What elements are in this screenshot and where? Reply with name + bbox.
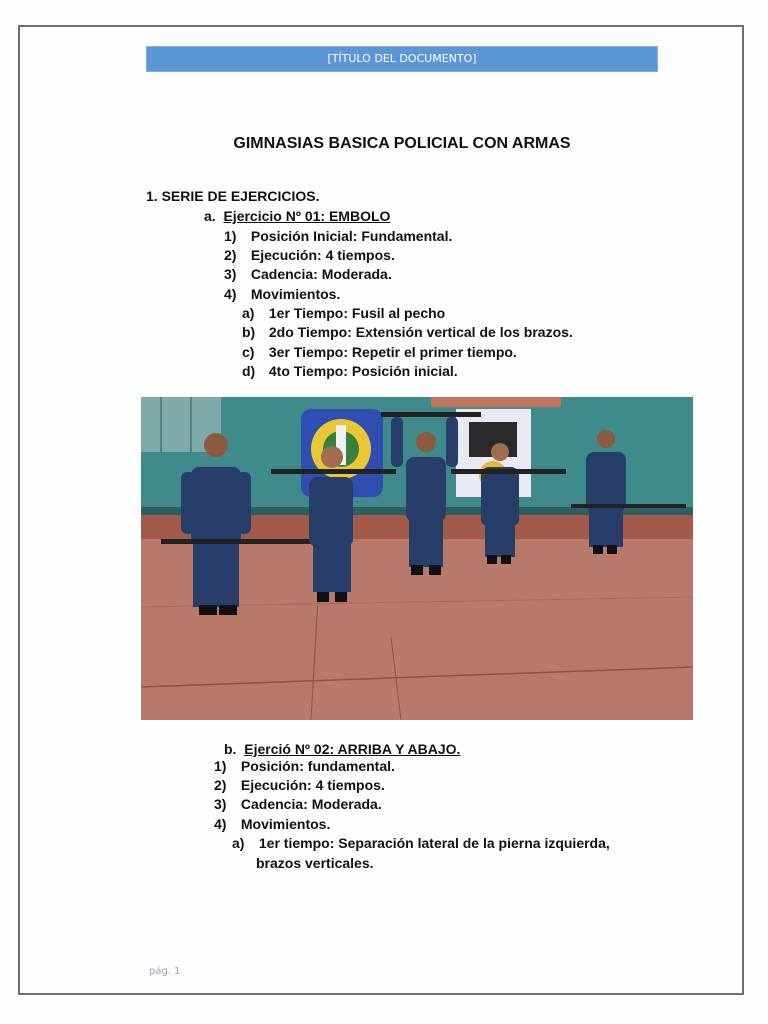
exercise-b-title: Ejerció Nº 02: ARRIBA Y ABAJO. — [244, 741, 461, 757]
section-heading — [146, 188, 320, 204]
section-number: 1. — [146, 188, 158, 204]
movement-item-continuation: brazos verticales. — [256, 855, 374, 871]
exercise-b-letter: b. — [224, 741, 237, 757]
movement-item: c) 3er Tiempo: Repetir el primer tiempo. — [242, 344, 517, 360]
document-title: GIMNASIAS BASICA POLICIAL CON ARMAS — [233, 135, 571, 152]
movement-item: d) 4to Tiempo: Posición inicial. — [242, 363, 458, 379]
header-title-placeholder[interactable]: [TÍTULO DEL DOCUMENTO] — [327, 52, 477, 65]
list-item: 2) Ejecución: 4 tiempos. — [224, 247, 395, 263]
movement-item: a) 1er tiempo: Separación lateral de la pierna izquierda, — [232, 835, 610, 851]
page-number: pág. 1 — [149, 966, 181, 977]
list-item: 1) Posición Inicial: Fundamental. — [224, 228, 453, 244]
list-item: 3) Cadencia: Moderada. — [214, 796, 382, 812]
list-item: 1) Posición: fundamental. — [214, 758, 395, 774]
list-item: 4) Movimientos. — [224, 286, 341, 302]
exercise-a-heading — [204, 208, 390, 224]
movement-item: a) 1er Tiempo: Fusil al pecho — [242, 305, 446, 321]
exercise-a-letter: a. — [204, 208, 216, 224]
exercise-photo — [141, 397, 693, 720]
exercise-b-heading — [224, 741, 460, 757]
list-item: 4) Movimientos. — [214, 816, 331, 832]
movement-item: b) 2do Tiempo: Extensión vertical de los brazos. — [242, 324, 573, 340]
photo-illustration — [141, 397, 693, 720]
list-item: 2) Ejecución: 4 tiempos. — [214, 777, 385, 793]
exercise-a-title: Ejercicio Nº 01: EMBOLO — [223, 208, 391, 224]
document-header-bar[interactable] — [146, 46, 658, 72]
list-item: 3) Cadencia: Moderada. — [224, 266, 392, 282]
section-title: SERIE DE EJERCICIOS. — [161, 188, 320, 204]
